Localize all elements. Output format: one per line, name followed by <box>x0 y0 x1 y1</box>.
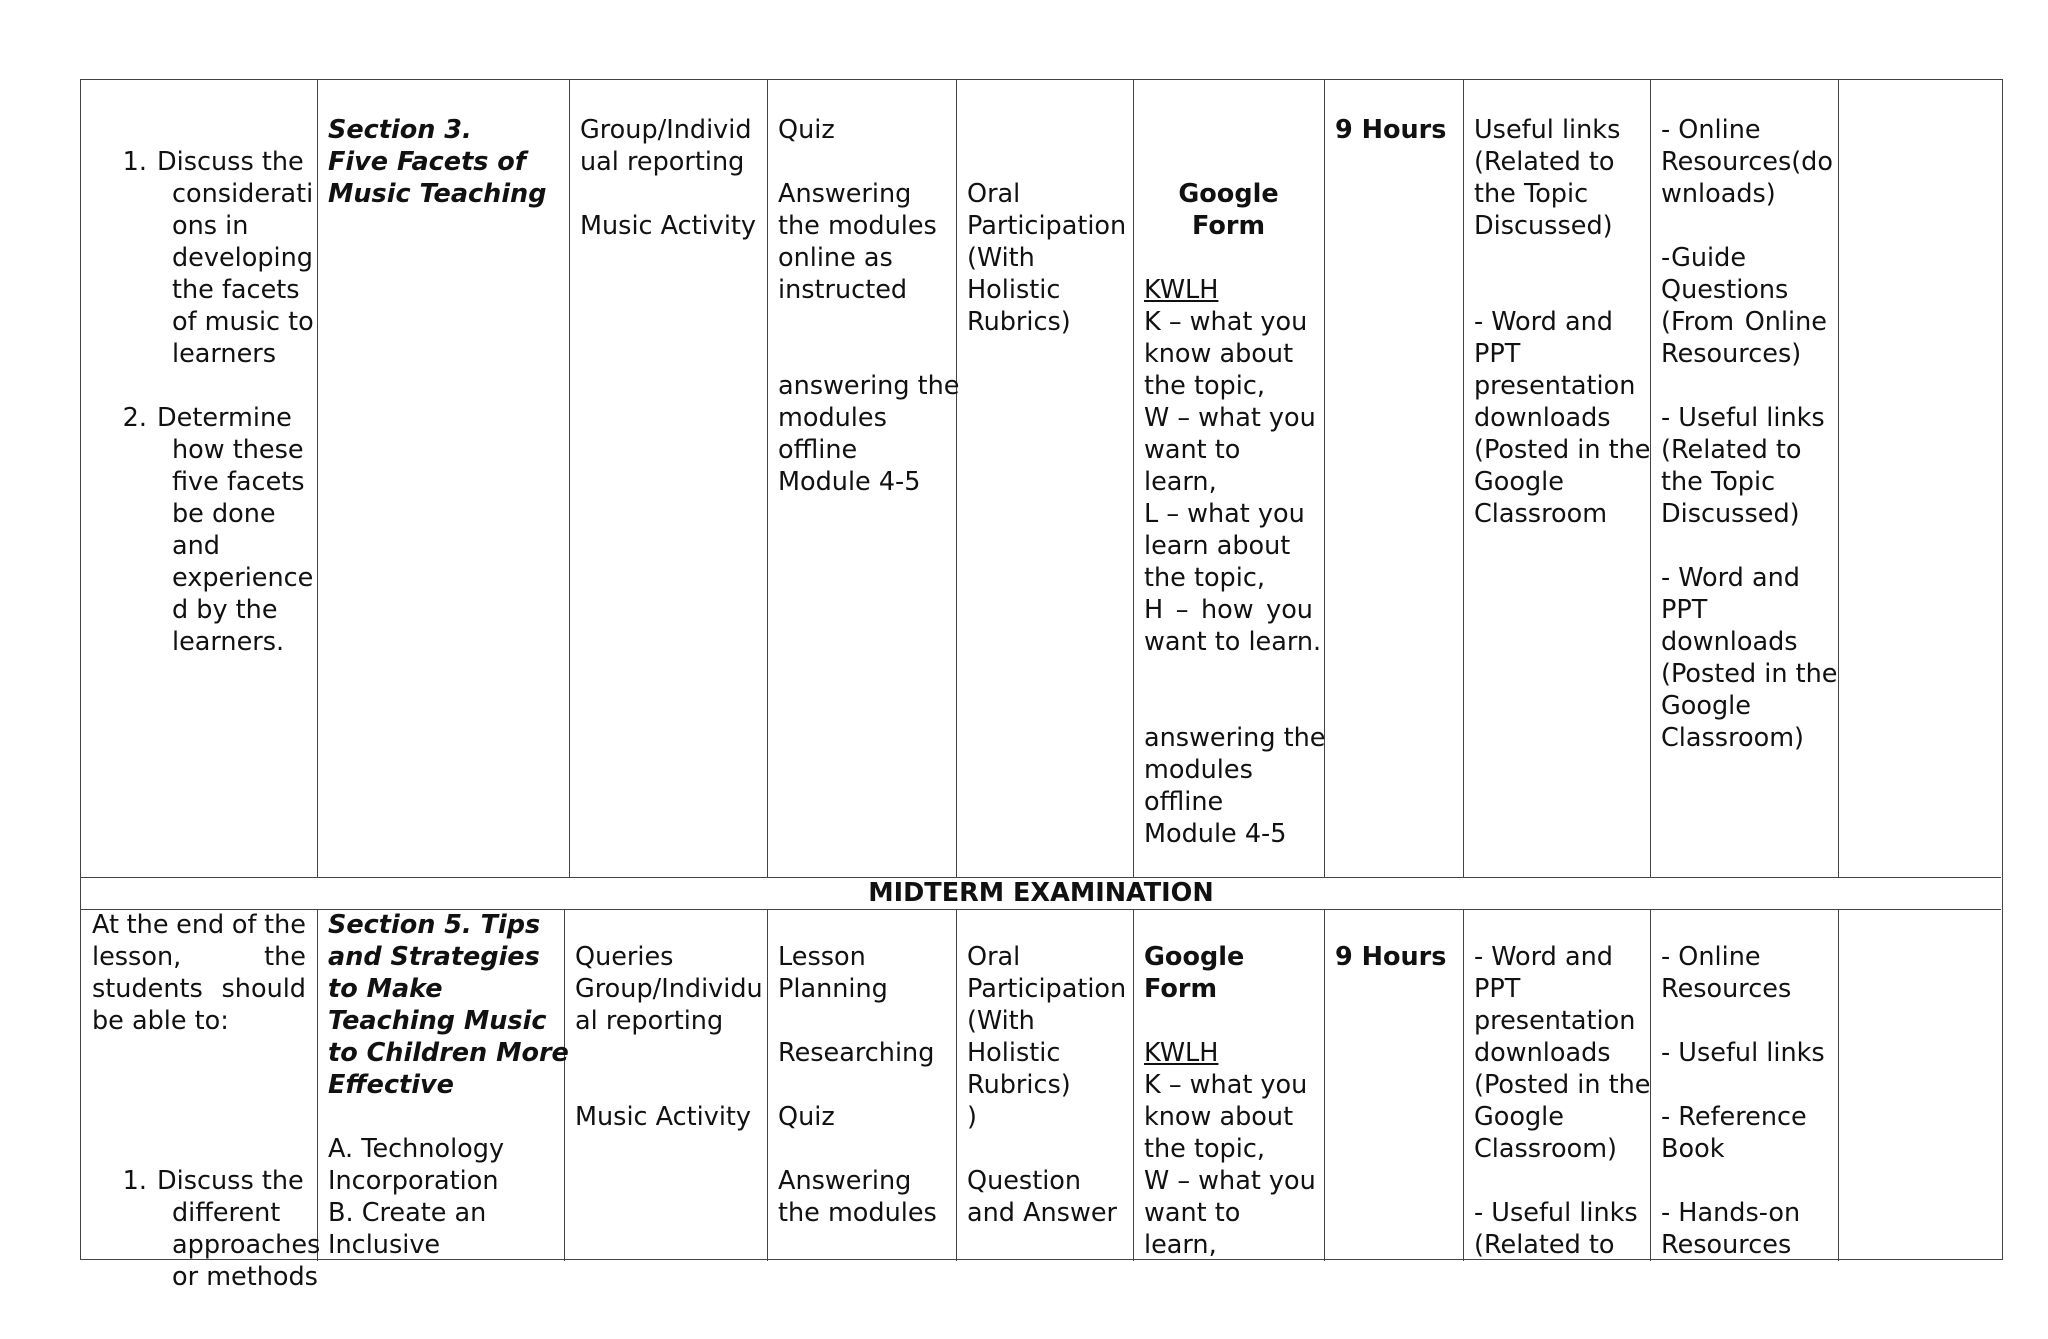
assessment-text: Rubrics) <box>967 307 1071 337</box>
resource-text: PPT <box>1474 339 1521 369</box>
kwlh-text: want to <box>1144 435 1241 465</box>
time-allotment: 9 Hours <box>1335 115 1447 145</box>
objective-intro <box>92 909 306 941</box>
kwlh-text: know about <box>1144 1102 1294 1132</box>
task-text: Researching <box>778 1038 935 1068</box>
strategy-text: Group/Individ <box>580 115 752 145</box>
row2-time-cell <box>1324 941 1463 973</box>
reference-text: - Useful links <box>1661 403 1825 433</box>
task-text: the modules <box>778 211 937 241</box>
topic-text: Five Facets of <box>328 147 526 177</box>
row1-strategy-cell <box>569 114 767 242</box>
task-text: Lesson <box>778 942 866 972</box>
reference-text: - Online <box>1661 942 1761 972</box>
task-text: the modules <box>778 1198 937 1228</box>
strategy-text: al reporting <box>575 1006 724 1036</box>
topic-text: to Children More <box>328 1038 569 1068</box>
row2-tasks-cell <box>767 941 956 1229</box>
task-text: instructed <box>778 275 908 305</box>
assessment-text: Rubrics) <box>967 1070 1071 1100</box>
assessment-text: Oral <box>967 179 1021 209</box>
col-divider <box>1838 909 1839 1261</box>
assessment-text: (With <box>967 243 1035 273</box>
topic-subtext: Inclusive <box>328 1230 441 1260</box>
row2-tools-cell <box>1133 941 1324 1261</box>
resource-text: (Posted in the <box>1474 1070 1651 1100</box>
kwlh-word: – <box>1175 595 1189 625</box>
reference-text: - Online <box>1661 115 1761 145</box>
resource-text: (Related to <box>1474 1230 1615 1260</box>
reference-text: Discussed) <box>1661 499 1800 529</box>
task-text: Planning <box>778 974 888 1004</box>
reference-text: Book <box>1661 1134 1725 1164</box>
objective-word: end <box>176 910 225 940</box>
col-divider <box>1838 80 1839 877</box>
topic-subtext: B. Create an <box>328 1198 487 1228</box>
reference-text: Classroom) <box>1661 723 1805 753</box>
kwlh-text: the topic, <box>1144 371 1265 401</box>
assessment-text: Oral <box>967 942 1021 972</box>
kwlh-text: the topic, <box>1144 563 1265 593</box>
assessment-text: Question <box>967 1166 1082 1196</box>
strategy-activity: Music Activity <box>575 1102 752 1132</box>
strategy-text: Group/Individu <box>575 974 763 1004</box>
row2-assessment-cell <box>956 941 1133 1229</box>
topic-subtext: A. Technology <box>328 1134 505 1164</box>
objective-text: d by the <box>172 595 278 625</box>
assessment-text: Holistic <box>967 275 1061 305</box>
resource-text: Google <box>1474 1102 1564 1132</box>
objective-text: of music to <box>172 307 314 337</box>
kwlh-text: learn, <box>1144 1230 1217 1260</box>
reference-text: the Topic <box>1661 467 1776 497</box>
objective-word: the <box>264 942 306 972</box>
row1-assessment-cell <box>956 178 1133 338</box>
objective-word: students <box>92 974 203 1004</box>
kwlh-text: know about <box>1144 339 1294 369</box>
resource-text: - Word and <box>1474 307 1613 337</box>
task-quiz: Quiz <box>778 115 835 145</box>
assessment-text: Participation <box>967 211 1127 241</box>
resource-text: presentation <box>1474 1006 1636 1036</box>
resource-text: (Related to <box>1474 147 1615 177</box>
resource-text: downloads <box>1474 403 1611 433</box>
reference-text: - Useful links <box>1661 1038 1825 1068</box>
kwlh-label: KWLH <box>1144 275 1219 305</box>
reference-word: Online <box>1744 307 1827 337</box>
resource-text: Google <box>1474 467 1564 497</box>
tool-title: Form <box>1144 974 1218 1004</box>
reference-text: - Reference <box>1661 1102 1807 1132</box>
tool-text: offline <box>1144 787 1224 817</box>
objective-text: the facets <box>172 275 300 305</box>
assessment-text: ) <box>967 1102 977 1132</box>
row2-strategy-cell <box>564 941 767 1133</box>
objective-text: Discuss the <box>157 147 304 177</box>
resource-text: Classroom) <box>1474 1134 1618 1164</box>
kwlh-text: K – what you <box>1144 1070 1308 1100</box>
tool-title: Google <box>1178 179 1279 209</box>
row2-objectives-list <box>81 1165 321 1293</box>
reference-text: downloads <box>1661 627 1798 657</box>
objective-word: of <box>231 910 257 940</box>
row1-objectives-cell <box>81 146 317 658</box>
objective-number: 2. <box>122 403 147 433</box>
objective-word: At <box>92 910 119 940</box>
kwlh-text: K – what you <box>1144 307 1308 337</box>
reference-word: (From <box>1661 307 1735 337</box>
kwlh-text: W – what you <box>1144 1166 1316 1196</box>
objective-word: the <box>126 910 169 940</box>
objective-item <box>81 1165 317 1197</box>
reference-text: -Guide <box>1661 243 1747 273</box>
kwlh-word: how <box>1200 595 1254 625</box>
row2-resources-cell <box>1463 941 1650 1261</box>
objective-word: lesson, <box>92 942 182 972</box>
kwlh-word: H <box>1144 595 1164 625</box>
tool-title: Google <box>1144 942 1245 972</box>
objective-text: experience <box>172 563 314 593</box>
resource-text: Useful links <box>1474 115 1621 145</box>
objective-text: and <box>172 531 220 561</box>
midterm-title: MIDTERM EXAMINATION <box>868 878 1214 908</box>
resource-text: (Posted in the <box>1474 435 1651 465</box>
row1-tasks-cell <box>767 114 960 498</box>
objective-word: should <box>221 974 306 1004</box>
objective-intro: be able to: <box>92 1006 229 1036</box>
objective-text: five facets <box>172 467 305 497</box>
row1-topic-cell <box>317 114 569 210</box>
reference-text: Resources(do <box>1661 147 1833 177</box>
assessment-text: and Answer <box>967 1198 1117 1228</box>
tool-text: Module 4-5 <box>1144 819 1287 849</box>
objective-intro <box>92 941 306 973</box>
objective-text: approaches <box>172 1230 321 1260</box>
objective-number: 1. <box>122 147 147 177</box>
assessment-text: (With <box>967 1006 1035 1036</box>
resource-text: - Useful links <box>1474 1198 1638 1228</box>
resource-text: - Word and <box>1474 942 1613 972</box>
reference-text: - Hands-on <box>1661 1198 1801 1228</box>
row2-references-cell <box>1650 941 1838 1261</box>
topic-text: Teaching Music <box>328 1006 547 1036</box>
row1-time-cell <box>1324 114 1463 146</box>
tool-title: Form <box>1191 211 1266 241</box>
resource-text: Discussed) <box>1474 211 1613 241</box>
topic-text: Effective <box>328 1070 454 1100</box>
reference-text: PPT <box>1661 595 1708 625</box>
topic-text: Music Teaching <box>328 179 547 209</box>
objective-item <box>81 402 317 434</box>
strategy-text: ual reporting <box>580 147 745 177</box>
time-allotment: 9 Hours <box>1335 942 1447 972</box>
row2-objectives-cell <box>81 909 317 1037</box>
objective-intro <box>92 973 306 1005</box>
topic-text: Section 5. Tips <box>328 910 541 940</box>
kwlh-label: KWLH <box>1144 1038 1219 1068</box>
task-text: online as <box>778 243 893 273</box>
assessment-text: Participation <box>967 974 1127 1004</box>
col-divider <box>1324 80 1325 877</box>
topic-text: to Make <box>328 974 443 1004</box>
syllabus-table <box>80 79 2003 1292</box>
reference-text: Resources <box>1661 1230 1792 1260</box>
task-text: Module 4-5 <box>778 467 921 497</box>
objective-number: 1. <box>122 1166 147 1196</box>
row1-resources-cell <box>1463 114 1650 530</box>
task-text: offline <box>778 435 858 465</box>
objective-text: or methods <box>172 1262 318 1292</box>
resource-text: Classroom <box>1474 499 1608 529</box>
kwlh-text: the topic, <box>1144 1134 1265 1164</box>
kwlh-text: learn, <box>1144 467 1217 497</box>
topic-subtext: Incorporation <box>328 1166 499 1196</box>
row1-tools-cell <box>1133 178 1324 850</box>
kwlh-text: want to <box>1144 1198 1241 1228</box>
task-text: Answering <box>778 1166 912 1196</box>
objective-text: ons in <box>172 211 249 241</box>
kwlh-word: you <box>1266 595 1313 625</box>
resource-text: PPT <box>1474 974 1521 1004</box>
reference-text: (Related to <box>1661 435 1802 465</box>
reference-text: Google <box>1661 691 1751 721</box>
midterm-banner <box>81 877 2001 909</box>
kwlh-text <box>1144 594 1313 626</box>
task-text: answering the <box>778 371 960 401</box>
objective-text: be done <box>172 499 276 529</box>
assessment-text: Holistic <box>967 1038 1061 1068</box>
row2-topic-cell <box>317 909 569 1261</box>
objective-text: Determine <box>157 403 292 433</box>
topic-text: and Strategies <box>328 942 540 972</box>
reference-text: - Word and <box>1661 563 1800 593</box>
row1-references-cell <box>1650 114 1838 754</box>
objective-text: how these <box>172 435 304 465</box>
resource-text: the Topic <box>1474 179 1589 209</box>
kwlh-text: L – what you <box>1144 499 1305 529</box>
reference-text: (Posted in the <box>1661 659 1838 689</box>
strategy-text: Queries <box>575 942 674 972</box>
kwlh-text: learn about <box>1144 531 1291 561</box>
reference-text: Resources) <box>1661 339 1802 369</box>
topic-text: Section 3. <box>328 115 472 145</box>
task-text: modules <box>778 403 887 433</box>
resource-text: presentation <box>1474 371 1636 401</box>
resource-text: downloads <box>1474 1038 1611 1068</box>
reference-text: wnloads) <box>1661 179 1776 209</box>
task-text: Answering <box>778 179 912 209</box>
kwlh-text: W – what you <box>1144 403 1316 433</box>
reference-text: Questions <box>1661 275 1789 305</box>
reference-text: Resources <box>1661 974 1792 1004</box>
tool-text: modules <box>1144 755 1253 785</box>
objective-text: considerati <box>172 179 314 209</box>
objective-item <box>81 146 317 178</box>
task-quiz: Quiz <box>778 1102 835 1132</box>
kwlh-text: want to learn. <box>1144 627 1322 657</box>
objective-word: the <box>264 910 306 940</box>
objective-text: learners. <box>172 627 285 657</box>
tool-text: answering the <box>1144 723 1326 753</box>
objective-text: developing <box>172 243 313 273</box>
reference-text <box>1661 306 1827 338</box>
objective-text: Discuss the <box>157 1166 304 1196</box>
objective-text: learners <box>172 339 277 369</box>
objective-text: different <box>172 1198 281 1228</box>
strategy-activity: Music Activity <box>580 211 757 241</box>
